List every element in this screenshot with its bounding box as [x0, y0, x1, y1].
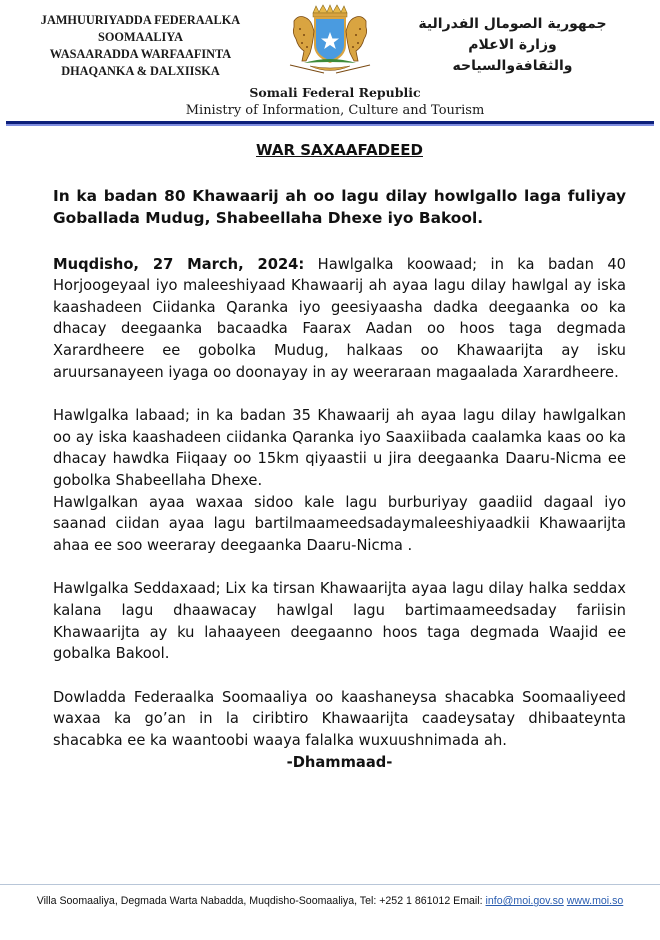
document-body	[53, 140, 626, 774]
footer-divider	[0, 884, 660, 885]
letterhead-english	[150, 84, 520, 120]
paragraph: Hawlgalka Seddaxaad; Lix ka tirsan Khawaarijta ayaa lagu dilay halka seddax kalana lagu dhaawacay hawlgal lagu bartimaameedsaday fariisin Khawaarijta ay ku lahaayeen deegaanno hoos taga degmada Waajid ee gobalka Bakool.	[53, 580, 626, 663]
letterhead-somali-line: DHAQANKA & DALXIISKA	[61, 64, 220, 78]
letterhead-arabic-line: والثقافةوالسياحه	[452, 58, 573, 74]
header-divider	[6, 121, 654, 126]
closing-mark: -Dhammaad-	[286, 754, 393, 772]
paragraph: Hawlgalka labaad; in ka badan 35 Khawaarij ah ayaa lagu dilay hawlgalkan oo ay iska kaashadeen ciidanka Qaranka iyo Saaxiibada caalamka kaas oo ka dhacay hawdka Fiiqaay oo 15km qiyaastii u jira deegaanka Daaru-Nicma ee gobolka Shabeellaha Dhexe.	[53, 407, 626, 489]
letterhead-somali-line: JAMHUURIYADDA FEDERAALKA	[40, 13, 241, 27]
document-title: WAR SAXAAFADEED	[256, 141, 423, 159]
letterhead-arabic-line: جمهورية الصومال الفدرالية	[418, 16, 607, 32]
website-link[interactable]: www.moi.so	[566, 895, 624, 907]
letterhead-arabic-line: وزارة الاعلام	[468, 37, 557, 53]
paragraph-text: Hawlgalka koowaad; in ka badan 40 Horjoogeyaal iyo maleeshiyaad Khawaarij ah ayaa lagu dilay hawlgal ay iska kaashadeen Ciidanka Qaranka iyo geesiyaasha dadka deegaanka oo ka dhacay deegaanka bacaadka Faarax Aadan oo hoos taga degmada Xarardheere ee gobolka Mudug, halkaas oo Khawaarijta ay isku aruursanayeen iyaga oo doonayay in ay weeraraan magaalada Xarardheere.	[53, 255, 627, 381]
letterhead-somali-line: WASAARADDA WARFAAFINTA	[49, 47, 232, 61]
footer-address: Villa Soomaaliya, Degmada Warta Nabadda, Muqdisho-Soomaaliya, Tel: +252 1 861012 Email:	[36, 895, 486, 907]
ministry-name: Ministry of Information, Culture and Tourism	[185, 103, 485, 118]
document-headline: In ka badan 80 Khawaarij ah oo lagu dilay howlgallo laga fuliyay Goballada Mudug, Shabeellaha Dhexe iyo Bakool.	[53, 186, 626, 227]
letterhead-arabic	[400, 14, 625, 77]
paragraph: Hawlgalkan ayaa waxaa sidoo kale lagu burburiyay gaadiid dagaal iyo saanad ciidan ayaa lagu bartilmaameedsadaymaleeshiyaadkii Khawaarijta ahaa ee soo weeraray deegaanka Daaru-Nicma .	[53, 493, 626, 554]
paragraph	[53, 254, 626, 384]
letterhead-somali-line: SOOMAALIYA	[98, 30, 183, 44]
footer	[0, 895, 660, 907]
email-link[interactable]: info@moi.gov.so	[485, 895, 564, 907]
somalia-coat-of-arms-icon	[280, 3, 380, 77]
republic-name: Somali Federal Republic	[249, 85, 421, 100]
letterhead-somali	[18, 12, 263, 80]
paragraph: Dowladda Federaalka Soomaaliya oo kaashaneysa shacabka Soomaaliyeed waxaa ka go’an in la ciribtiro Khawaarijta caadeysatay dhibaateynta shacabka ee ka waantoobi waaya falalka wuxuushnimada ah.	[53, 688, 626, 749]
dateline: Muqdisho, 27 March, 2024:	[53, 255, 305, 273]
